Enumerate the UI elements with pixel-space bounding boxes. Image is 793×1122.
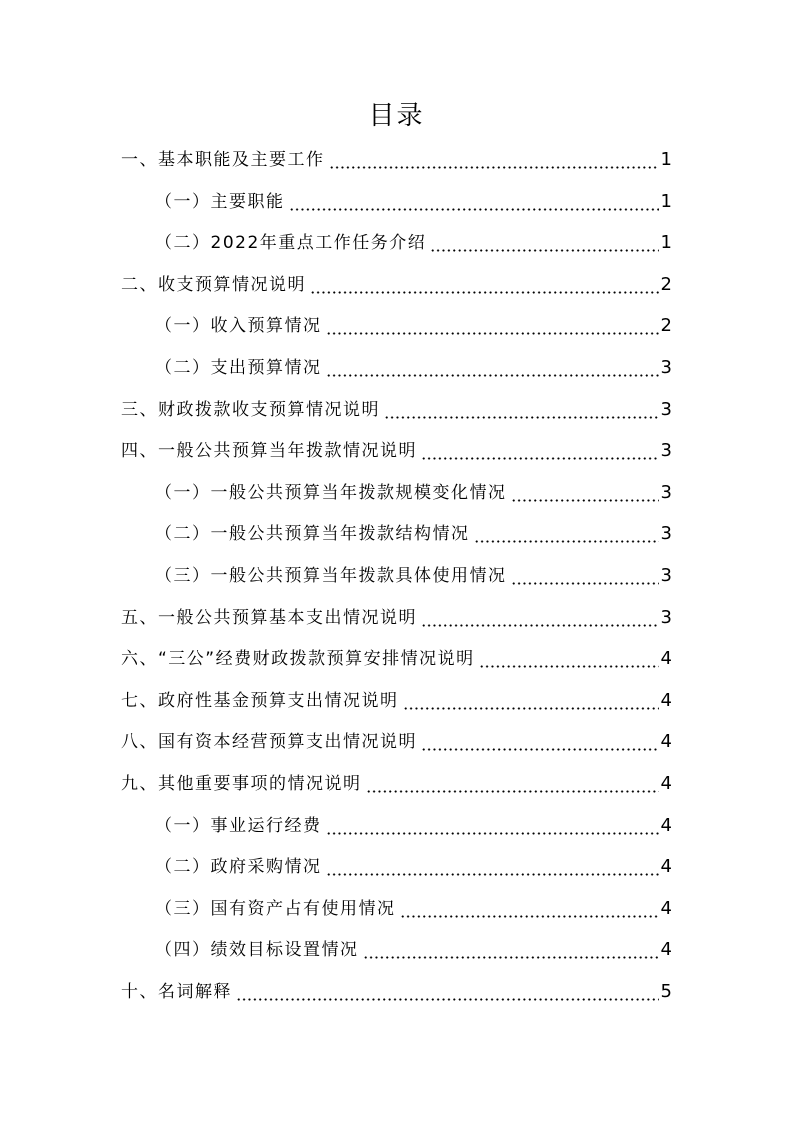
toc-entry[interactable]	[155, 804, 672, 838]
toc-entry-title: （二）支出预算情况	[155, 358, 322, 378]
toc-dot-leader	[474, 522, 659, 546]
toc-entry-page-number: 3	[660, 606, 672, 628]
toc-entry-title: 二、收支预算情况说明	[121, 274, 306, 295]
toc-entry-page-number: 5	[660, 981, 672, 1002]
toc-entry-page-number: 4	[660, 897, 672, 919]
toc-entry-title: 四、一般公共预算当年拨款情况说明	[121, 441, 417, 462]
toc-entry-page-number: 4	[660, 814, 672, 836]
toc-entry[interactable]	[155, 928, 672, 962]
toc-title: 目录	[368, 101, 425, 131]
toc-entry-page-number: 3	[660, 565, 672, 586]
toc-entry[interactable]	[121, 679, 672, 713]
toc-entry[interactable]	[121, 720, 672, 754]
toc-entry[interactable]	[155, 304, 672, 338]
toc-entry-page-number: 4	[660, 731, 672, 753]
toc-dot-leader	[421, 439, 659, 463]
toc-entry[interactable]	[121, 637, 672, 671]
toc-entry-page-number: 3	[660, 523, 672, 545]
toc-entry-title: （二）一般公共预算当年拨款结构情况	[155, 524, 470, 545]
toc-entry[interactable]	[121, 970, 672, 1004]
toc-entry[interactable]	[155, 180, 672, 214]
toc-entry-title: 十、名词解释	[121, 982, 232, 1002]
toc-entry[interactable]	[121, 138, 672, 172]
toc-entry[interactable]	[121, 388, 672, 422]
toc-dot-leader	[326, 814, 659, 838]
toc-entry-title: 五、一般公共预算基本支出情况说明	[121, 607, 417, 628]
toc-entry[interactable]	[121, 263, 672, 297]
toc-entry-page-number: 3	[660, 481, 672, 503]
toc-entry-page-number: 2	[660, 315, 672, 337]
toc-entry-title: （一）一般公共预算当年拨款规模变化情况	[155, 482, 507, 503]
toc-entry-page-number: 4	[660, 689, 672, 711]
toc-dot-leader	[310, 273, 659, 297]
toc-entry-page-number: 3	[660, 440, 672, 462]
toc-entry-page-number: 4	[660, 856, 672, 878]
toc-entry-title: （三）国有资产占有使用情况	[155, 898, 396, 919]
toc-dot-leader	[326, 356, 659, 380]
toc-entry-page-number: 4	[660, 648, 672, 670]
toc-entry-title: （一）事业运行经费	[155, 815, 322, 836]
toc-entry-page-number: 4	[660, 773, 672, 794]
toc-entry[interactable]	[121, 429, 672, 463]
toc-entry[interactable]	[121, 596, 672, 630]
toc-entry[interactable]	[155, 845, 672, 879]
toc-dot-leader	[511, 564, 659, 588]
toc-entry-title: （三）一般公共预算当年拨款具体使用情况	[155, 566, 507, 586]
toc-dot-leader	[329, 148, 659, 172]
toc-entry-page-number: 1	[660, 149, 672, 170]
toc-dot-leader	[400, 897, 659, 921]
toc-entry[interactable]	[121, 762, 672, 796]
toc-dot-leader	[421, 730, 659, 754]
toc-entry[interactable]	[155, 512, 672, 546]
toc-entry[interactable]	[155, 887, 672, 921]
toc-entry-title: 九、其他重要事项的情况说明	[121, 774, 362, 794]
toc-dot-leader	[430, 231, 658, 255]
toc-entry[interactable]	[155, 471, 672, 505]
toc-entry[interactable]	[155, 346, 672, 380]
toc-entry-title: 一、基本职能及主要工作	[121, 150, 325, 170]
toc-dot-leader	[384, 398, 659, 422]
toc-entry-page-number: 4	[660, 939, 672, 961]
toc-entry-title: （四）绩效目标设置情况	[155, 940, 359, 961]
toc-entry[interactable]	[155, 554, 672, 588]
toc-dot-leader	[363, 938, 659, 962]
toc-dot-leader	[421, 606, 659, 630]
toc-entry-title: （一）收入预算情况	[155, 316, 322, 337]
toc-dot-leader	[366, 772, 659, 796]
toc-dot-leader	[326, 855, 659, 879]
toc-entry-title: （一）主要职能	[155, 191, 285, 212]
toc-entry-title: （二）2022年重点工作任务介绍	[155, 233, 427, 254]
toc-entry-page-number: 1	[660, 232, 672, 254]
toc-entry-page-number: 3	[660, 398, 672, 420]
toc-entry-title: 八、国有资本经营预算支出情况说明	[121, 732, 417, 753]
toc-entry-page-number: 1	[660, 190, 672, 212]
toc-dot-leader	[236, 980, 659, 1004]
toc-dot-leader	[326, 314, 659, 338]
toc-dot-leader	[511, 481, 659, 505]
toc-entry-title: 三、财政拨款收支预算情况说明	[121, 399, 380, 420]
toc-dot-leader	[289, 190, 659, 214]
toc-dot-leader	[403, 689, 659, 713]
toc-entry-title: 七、政府性基金预算支出情况说明	[121, 690, 399, 711]
toc-entry-title: （二）政府采购情况	[155, 857, 322, 878]
toc-entry-page-number: 3	[660, 357, 672, 378]
toc-entry-title: 六、“三公”经费财政拨款预算安排情况说明	[121, 649, 475, 670]
toc-dot-leader	[479, 647, 659, 671]
toc-entry[interactable]	[155, 221, 672, 255]
toc-entry-page-number: 2	[660, 273, 672, 295]
